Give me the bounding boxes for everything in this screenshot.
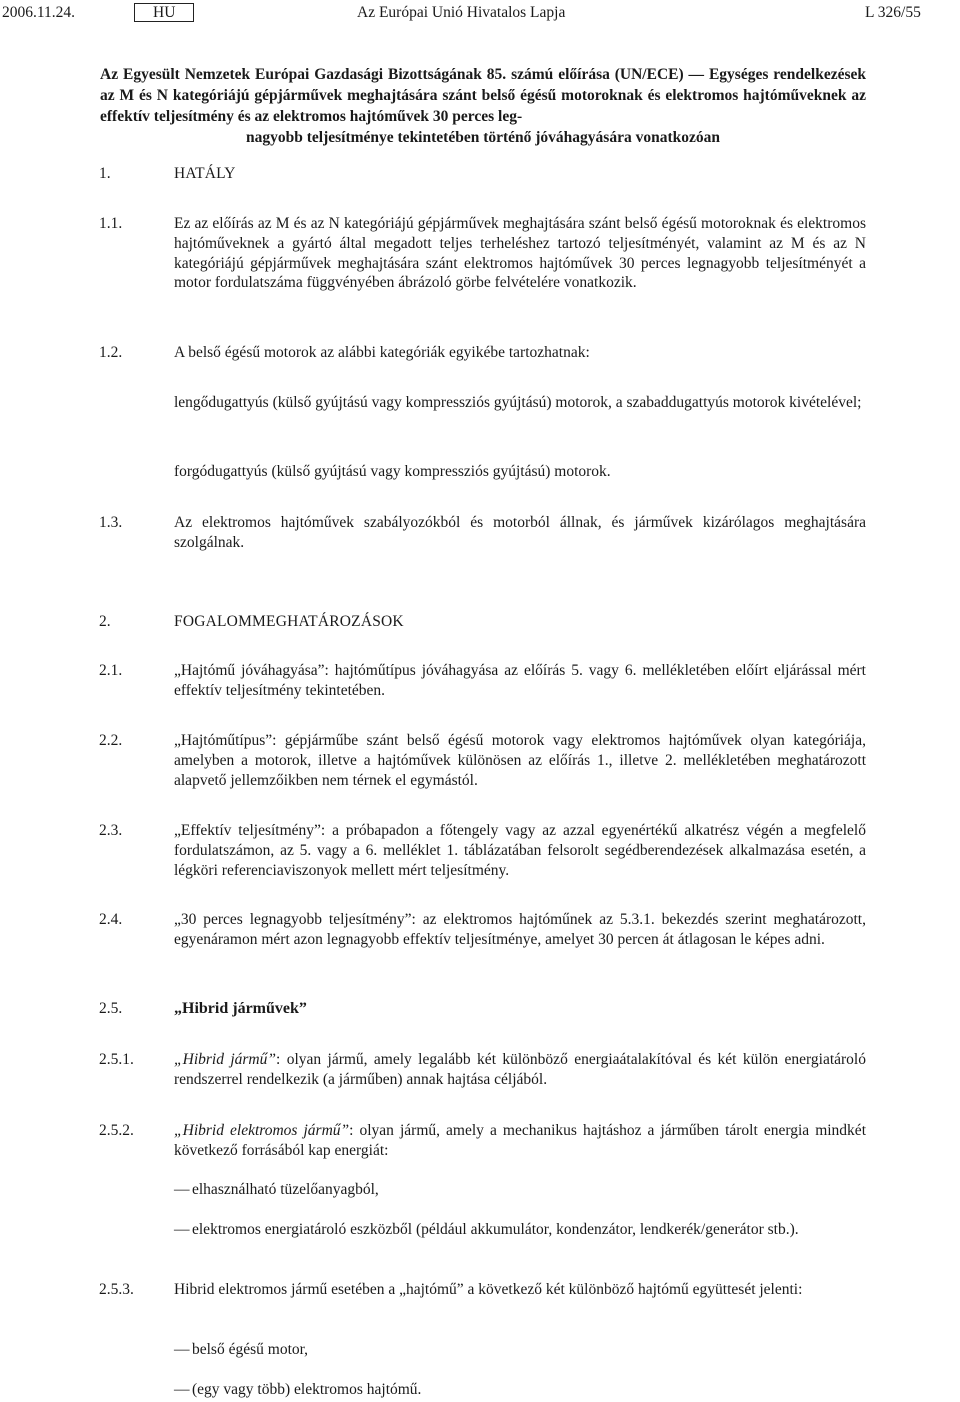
dash-bullet: — [174,1341,190,1358]
powertrain-part-1: belső égésű motor, [192,1341,309,1358]
paragraph-number: 1.3. [99,514,123,531]
dash-bullet: — [174,1221,190,1238]
paragraph-number: 2.2. [99,732,123,749]
energy-source-1: elhasználható tüzelőanyagból, [192,1181,379,1198]
title-last-line: nagyobb teljesítménye tekintetében történő jóváhagyására vonatkozóan [245,129,720,146]
section-heading-definitions: FOGALOMMEGHATÁROZÁSOK [174,613,404,630]
language-code-box: HU [134,3,194,22]
definition-text: : olyan jármű, amely legalább két különböző energiaátalakítóval és két külön energiatároló rendszerrel rendelkezik (a járműben) annak hajtása céljából. [174,1051,866,1088]
paragraph-number: 2.5.3. [99,1281,134,1298]
paragraph-2-5-1 [174,1050,866,1090]
title-main: Az Egyesült Nemzetek Európai Gazdasági Bizottságának 85. számú előírása (UN/ECE) — Egységes rendelkezések az M és N kategóriájú gépjárművek meghajtására szánt belső égésű motoroknak és elektromos hajtóműveknek az effektív teljesítmény és az elektromos hajtóművek 30 perces leg- [100,66,866,125]
paragraph-number: 1.1. [99,215,123,232]
paragraph-number: 2.5.2. [99,1122,134,1139]
paragraph-2-1: „Hajtómű jóváhagyása”: hajtóműtípus jóváhagyása az előírás 5. vagy 6. mellékletében előírt eljárással mért effektív teljesítmény tekintetében. [174,662,866,699]
section-number: 1. [99,165,111,182]
term-hybrid-electric-vehicle: „Hibrid elektromos jármű” [174,1122,350,1139]
document-title [100,64,866,148]
paragraph-number: 2.4. [99,911,123,928]
journal-title: Az Európai Unió Hivatalos Lapja [357,4,566,21]
engine-category-1: lengődugattyús (külső gyújtású vagy kompressziós gyújtású) motorok, a szabaddugattyús motorok kivételével; [174,394,862,411]
definition-text: : olyan jármű, amely a mechanikus hajtáshoz a járműben tárolt energia mindkét következő forrásából kap energiát: [174,1122,866,1159]
paragraph-1-2: A belső égésű motorok az alábbi kategóriák egyikébe tartozhatnak: [174,344,590,361]
page-number: L 326/55 [865,4,921,21]
paragraph-1-1: Ez az előírás az M és az N kategóriájú gépjárművek meghajtására szánt belső égésű motoroknak és elektromos hajtóműveknek a gyártó által megadott teljes terheléshez tartozó teljesítményét, valamint az M és az N kategóriájú gépjárművek meghajtására szánt elektromos hajtóművek 30 perces legnagyobb teljesítményét a motor fordulatszáma függvényében ábrázoló görbe felvételére vonatkozik. [174,215,866,292]
dash-bullet: — [174,1381,190,1398]
paragraph-number: 2.3. [99,822,123,839]
engine-category-2: forgódugattyús (külső gyújtású vagy kompressziós gyújtású) motorok. [174,463,611,480]
powertrain-part-2: (egy vagy több) elektromos hajtómű. [192,1381,422,1398]
publication-date: 2006.11.24. [2,4,76,21]
term-hybrid-vehicle: „Hibrid jármű” [174,1051,276,1068]
paragraph-2-5-3: Hibrid elektromos jármű esetében a „hajtómű” a következő két különböző hajtómű együttesét jelenti: [174,1281,803,1298]
paragraph-number: 1.2. [99,344,123,361]
paragraph-number: 2.5. [99,1000,123,1017]
paragraph-1-3: Az elektromos hajtóművek szabályozókból és motorból állnak, és járművek kizárólagos meghajtására szolgálnak. [174,514,866,551]
dash-bullet: — [174,1181,190,1198]
paragraph-2-2: „Hajtóműtípus”: gépjárműbe szánt belső égésű motorok vagy elektromos hajtóművek olyan kategóriája, amelyben a motorok, illetve a hajtóművek különösen az előírás 1., illetve 2. mellékletében meghatározott alapvető jellemzőikben nem térnek el egymástól. [174,732,866,789]
energy-source-2: elektromos energiatároló eszközből (például akkumulátor, kondenzátor, lendkerék/generátor stb.). [192,1221,799,1238]
paragraph-2-5-2 [174,1121,866,1161]
section-number: 2. [99,613,111,630]
heading-hybrid-vehicles-text: „Hibrid járművek” [174,1000,307,1017]
paragraph-number: 2.5.1. [99,1051,134,1068]
paragraph-2-3: „Effektív teljesítmény”: a próbapadon a főtengely vagy az azzal egyenértékű alkatrész végén a megfelelő fordulatszámon, az 5. vagy a 6. melléklet 1. táblázatában felsorolt segédberendezések alkalmazása esetén, a légköri referenciaviszonyok mellett mért teljesítmény. [174,822,866,879]
heading-hybrid-vehicles [174,999,307,1019]
page-header [0,0,960,30]
paragraph-2-4: „30 perces legnagyobb teljesítmény”: az elektromos hajtóműnek az 5.3.1. bekezdés szerint meghatározott, egyenáramon mért azon legnagyobb effektív teljesítménye, amelyet 30 percen át átlagosan le képes adni. [174,911,866,948]
paragraph-number: 2.1. [99,662,123,679]
section-heading-scope: HATÁLY [174,165,236,182]
